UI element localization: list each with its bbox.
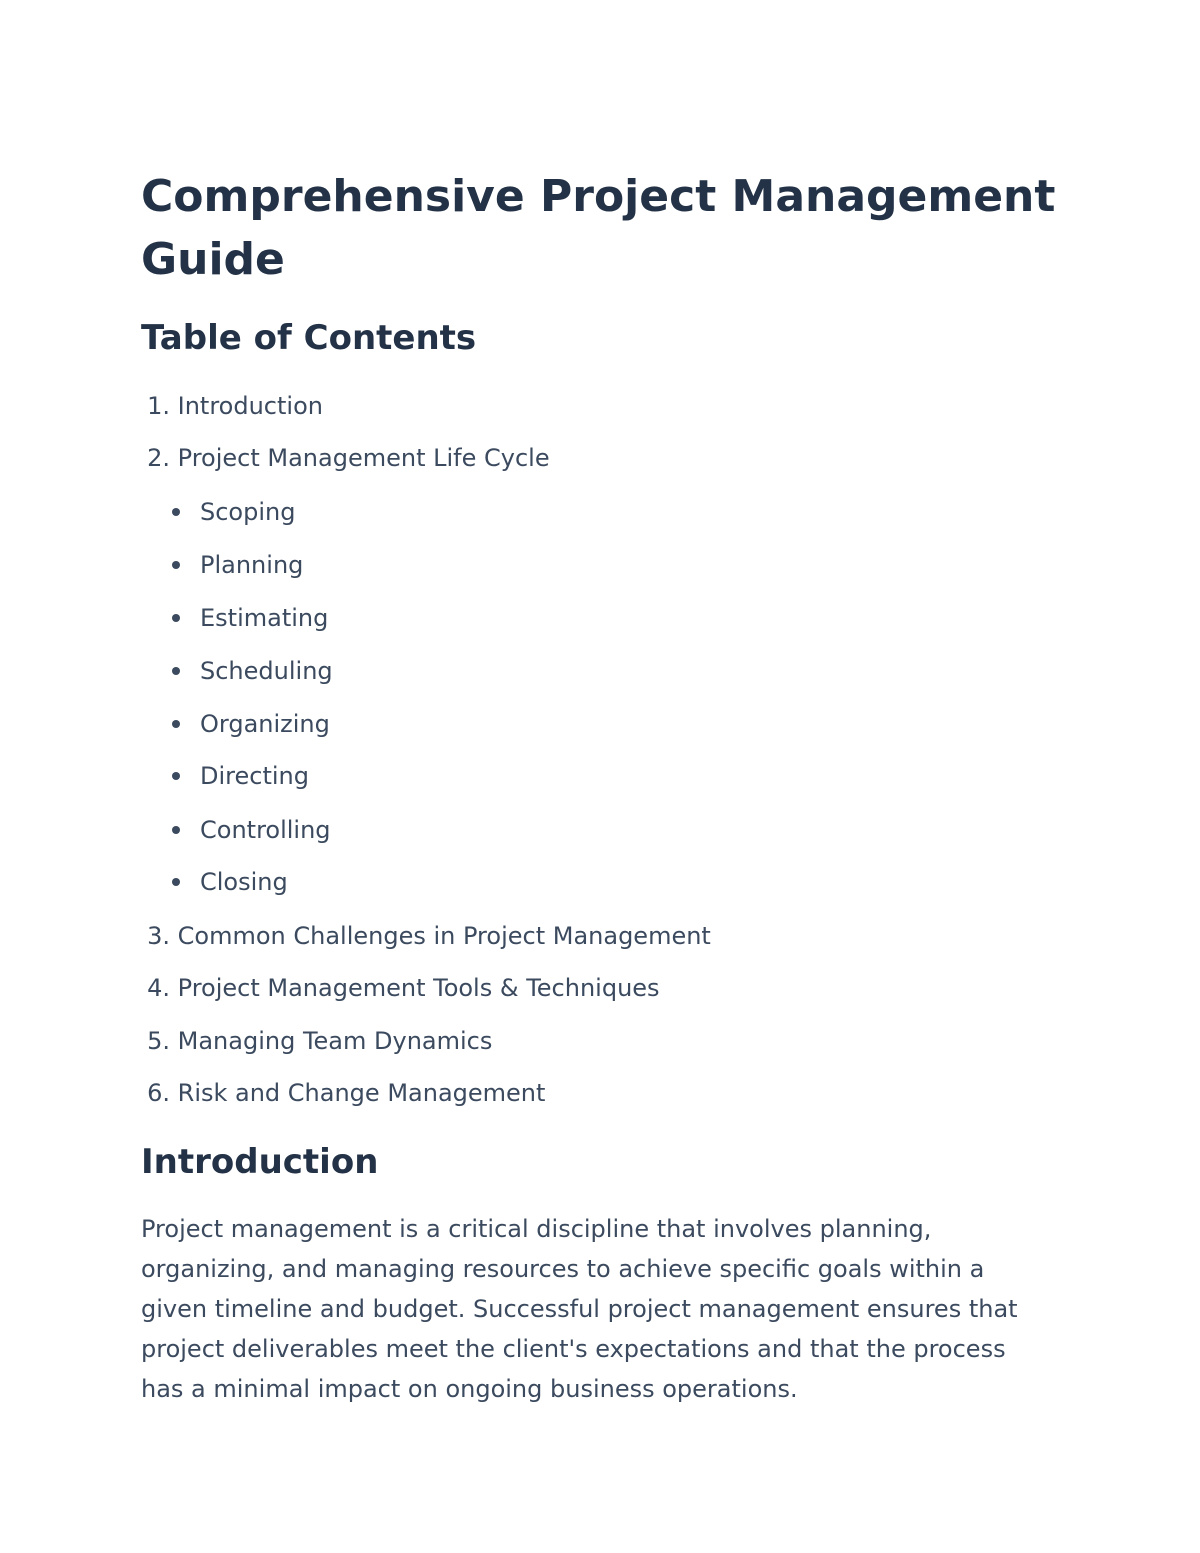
- toc-item-label: Managing Team Dynamics: [177, 1027, 493, 1055]
- toc-item-label: Risk and Change Management: [177, 1079, 546, 1107]
- toc-item-number: 5.: [147, 1027, 170, 1055]
- bullet-icon: [172, 720, 180, 728]
- toc-subitem-estimating: Estimating: [200, 604, 329, 632]
- toc-subitem-controlling: Controlling: [200, 816, 331, 844]
- toc-heading: Table of Contents: [141, 318, 477, 358]
- toc-subitem-scoping: Scoping: [200, 498, 296, 526]
- toc-subitem-closing: Closing: [200, 868, 288, 896]
- document-title: Comprehensive Project Management Guide: [141, 171, 1056, 285]
- bullet-icon: [172, 667, 180, 675]
- toc-subitem-organizing: Organizing: [200, 710, 330, 738]
- toc-item-label: Project Management Life Cycle: [177, 444, 550, 472]
- introduction-heading: Introduction: [141, 1142, 379, 1182]
- toc-item-label: Introduction: [177, 392, 323, 420]
- toc-item-label: Project Management Tools & Techniques: [177, 974, 660, 1002]
- toc-item-team-dynamics: [141, 1025, 492, 1057]
- toc-item-number: 6.: [147, 1079, 170, 1107]
- introduction-paragraph: Project management is a critical discipline that involves planning, organizing, and managing resources to achieve specific goals within a given timeline and budget. Successful project management ensures that project deliverables meet the client's expectations and that the process has a minimal impact on ongoing business operations.: [141, 1215, 1018, 1403]
- toc-item-label: Common Challenges in Project Management: [177, 922, 711, 950]
- bullet-icon: [172, 614, 180, 622]
- toc-item-life-cycle: [141, 442, 550, 474]
- toc-subitem-planning: Planning: [200, 551, 304, 579]
- toc-item-challenges: [141, 920, 711, 952]
- toc-item-number: 3.: [147, 922, 170, 950]
- toc-subitem-scheduling: Scheduling: [200, 657, 333, 685]
- bullet-icon: [172, 561, 180, 569]
- toc-item-tools: [141, 972, 660, 1004]
- bullet-icon: [172, 878, 180, 886]
- toc-item-number: 1.: [147, 392, 170, 420]
- toc-subitem-directing: Directing: [200, 762, 309, 790]
- bullet-icon: [172, 826, 180, 834]
- toc-item-number: 4.: [147, 974, 170, 1002]
- toc-item-risk: [141, 1077, 545, 1109]
- toc-item-introduction: [141, 390, 323, 422]
- bullet-icon: [172, 508, 180, 516]
- toc-item-number: 2.: [147, 444, 170, 472]
- bullet-icon: [172, 772, 180, 780]
